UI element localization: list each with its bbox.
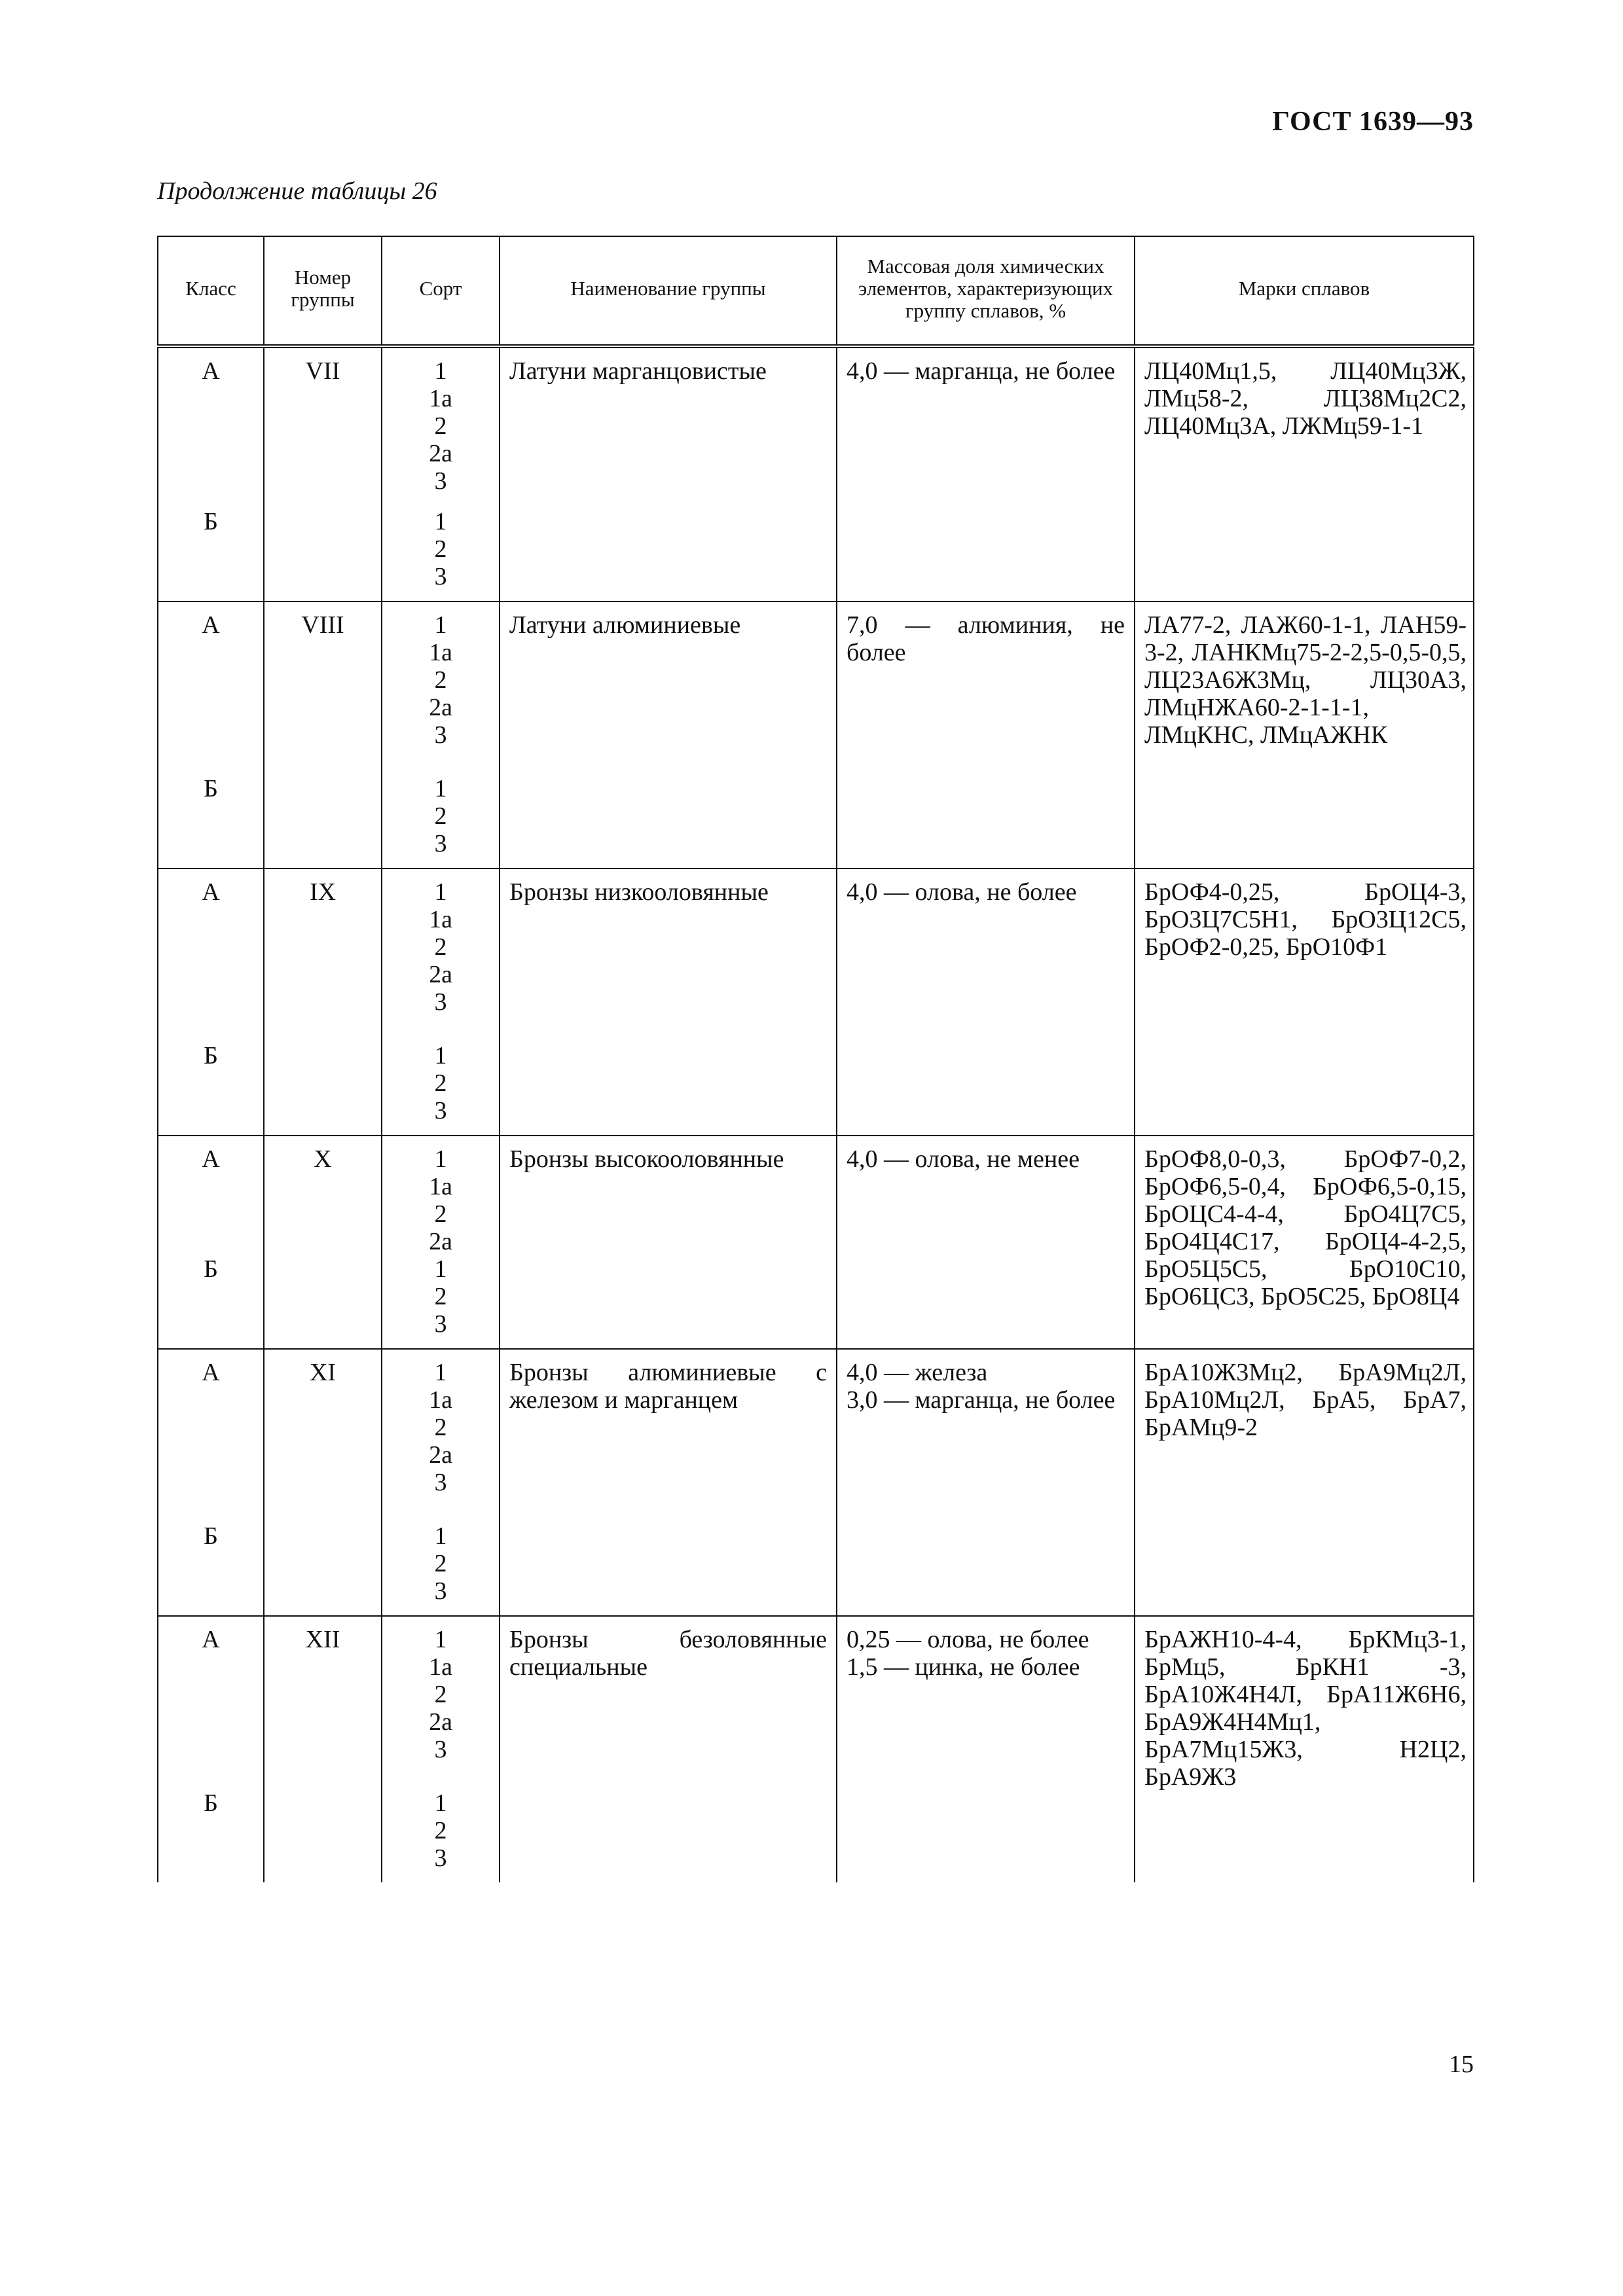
sort-value: 1 (434, 1626, 447, 1653)
table-row (158, 346, 1474, 601)
sort-value: 1а (429, 906, 452, 933)
class-b-label: Б (204, 775, 218, 802)
sort-cell (382, 1349, 500, 1616)
sort-value: 2 (434, 802, 447, 830)
table-row (158, 1616, 1474, 1882)
sort-cell (382, 1616, 500, 1882)
class-cell (158, 346, 264, 601)
table-row (158, 601, 1474, 869)
sort-value: 2а (429, 440, 452, 467)
sort-value: 1 (434, 1255, 447, 1283)
sort-value: 1 (434, 775, 447, 802)
class-cell (158, 601, 264, 869)
mass-fraction-cell: 4,0 — железа 3,0 — марганца, не более (837, 1349, 1135, 1616)
group-name-cell: Латуни марганцовистые (500, 346, 837, 601)
column-header-group-number: Номер группы (264, 236, 382, 346)
table-row (158, 869, 1474, 1136)
group-number-cell: VIII (264, 601, 382, 869)
class-a-label: А (202, 611, 220, 639)
group-number-cell: XII (264, 1616, 382, 1882)
class-a-label: А (202, 357, 220, 385)
sort-value: 2 (434, 535, 447, 563)
class-cell (158, 1136, 264, 1349)
sort-value: 1 (434, 1522, 447, 1550)
class-a-label: А (202, 1145, 220, 1173)
mass-fraction-cell: 4,0 — олова, не менее (837, 1136, 1135, 1349)
sort-value: 2а (429, 1441, 452, 1469)
sort-value: 3 (434, 1844, 447, 1872)
group-name-cell: Бронзы алюминиевые с железом и марганцем (500, 1349, 837, 1616)
class-b-label: Б (204, 1255, 218, 1283)
mass-fraction-cell: 7,0 — алюминия, не более (837, 601, 1135, 869)
sort-value: 3 (434, 1097, 447, 1124)
alloy-grades-cell: БрОФ4-0,25, БрОЦ4-3, БрО3Ц7С5Н1, БрО3Ц12С5, БрОФ2-0,25, БрО10Ф1 (1135, 869, 1474, 1136)
sort-value: 2 (434, 412, 447, 440)
column-header-sort: Сорт (382, 236, 500, 346)
column-header-class: Класс (158, 236, 264, 346)
alloy-grades-cell: ЛЦ40Мц1,5, ЛЦ40Мц3Ж, ЛМц58-2, ЛЦ38Мц2С2, ЛЦ40Мц3А, ЛЖМц59-1-1 (1135, 346, 1474, 601)
table-row (158, 1349, 1474, 1616)
sort-value: 3 (434, 467, 447, 495)
sort-value: 3 (434, 1310, 447, 1338)
sort-value: 1 (434, 1042, 447, 1069)
sort-value: 3 (434, 988, 447, 1016)
sort-value: 3 (434, 830, 447, 857)
sort-value: 1а (429, 385, 452, 412)
group-name-cell: Бронзы высокооловянные (500, 1136, 837, 1349)
class-a-label: А (202, 1626, 220, 1653)
class-b-label: Б (204, 1789, 218, 1817)
class-cell (158, 1349, 264, 1616)
column-header-alloy-grades: Марки сплавов (1135, 236, 1474, 346)
group-name-cell: Бронзы безоловянные специальные (500, 1616, 837, 1882)
sort-value: 3 (434, 563, 447, 590)
sort-value: 2 (434, 1414, 447, 1441)
sort-value: 1 (434, 611, 447, 639)
sort-value: 2а (429, 961, 452, 988)
sort-value: 1 (434, 508, 447, 535)
class-b-label: Б (204, 1522, 218, 1550)
class-a-label: А (202, 1359, 220, 1386)
alloy-grades-cell: БрАЖН10-4-4, БрКМц3-1, БрМц5, БрКН1 -3, БрА10Ж4Н4Л, БрА11Ж6Н6, БрА9Ж4Н4Мц1, БрА7Мц15Ж3, Н2Ц2, БрА9Ж3 (1135, 1616, 1474, 1882)
mass-fraction-cell: 4,0 — марганца, не более (837, 346, 1135, 601)
sort-value: 2 (434, 1550, 447, 1577)
page-number: 15 (1449, 2051, 1474, 2078)
sort-value: 3 (434, 721, 447, 749)
group-number-cell: VII (264, 346, 382, 601)
column-header-mass-fraction: Массовая доля химических элементов, характеризующих группу сплавов, % (837, 236, 1135, 346)
sort-value: 2 (434, 1681, 447, 1708)
class-a-label: А (202, 878, 220, 906)
group-name-cell: Бронзы низкооловянные (500, 869, 837, 1136)
alloy-groups-table (157, 236, 1474, 1882)
sort-cell (382, 1136, 500, 1349)
alloy-grades-cell: БрА10Ж3Мц2, БрА9Мц2Л, БрА10Мц2Л, БрА5, БрА7, БрАМц9-2 (1135, 1349, 1474, 1616)
sort-value: 1а (429, 1653, 452, 1681)
sort-value: 2 (434, 933, 447, 961)
table-caption: Продолжение таблицы 26 (157, 177, 437, 205)
sort-value: 2 (434, 1069, 447, 1097)
standard-code: ГОСТ 1639—93 (1272, 107, 1474, 137)
sort-value: 1 (434, 878, 447, 906)
mass-fraction-cell: 0,25 — олова, не более 1,5 — цинка, не более (837, 1616, 1135, 1882)
sort-cell (382, 346, 500, 601)
table-row (158, 1136, 1474, 1349)
mass-fraction-cell: 4,0 — олова, не более (837, 869, 1135, 1136)
sort-value: 1 (434, 357, 447, 385)
sort-value: 1 (434, 1145, 447, 1173)
sort-value: 2 (434, 1817, 447, 1844)
sort-value: 2а (429, 1228, 452, 1255)
sort-value: 1а (429, 639, 452, 666)
sort-value: 1 (434, 1359, 447, 1386)
class-cell (158, 1616, 264, 1882)
table-header-row (158, 236, 1474, 346)
sort-cell (382, 869, 500, 1136)
sort-value: 1а (429, 1386, 452, 1414)
class-cell (158, 869, 264, 1136)
sort-value: 3 (434, 1736, 447, 1763)
group-name-cell: Латуни алюминиевые (500, 601, 837, 869)
sort-value: 2а (429, 1708, 452, 1736)
sort-value: 3 (434, 1469, 447, 1496)
sort-cell (382, 601, 500, 869)
sort-value: 1а (429, 1173, 452, 1200)
sort-value: 3 (434, 1577, 447, 1605)
group-number-cell: X (264, 1136, 382, 1349)
column-header-group-name: Наименование группы (500, 236, 837, 346)
sort-value: 2 (434, 1283, 447, 1310)
sort-value: 2 (434, 666, 447, 694)
alloy-grades-cell: БрОФ8,0-0,3, БрОФ7-0,2, БрОФ6,5-0,4, БрОФ6,5-0,15, БрОЦС4-4-4, БрО4Ц7С5, БрО4Ц4С17, БрОЦ4-4-2,5, БрО5Ц5С5, БрО10С10, БрО6ЦС3, БрО5С25, БрО8Ц4 (1135, 1136, 1474, 1349)
sort-value: 1 (434, 1789, 447, 1817)
group-number-cell: XI (264, 1349, 382, 1616)
sort-value: 2 (434, 1200, 447, 1228)
class-b-label: Б (204, 1042, 218, 1069)
alloy-grades-cell: ЛА77-2, ЛАЖ60-1-1, ЛАН59-3-2, ЛАНКМц75-2-2,5-0,5-0,5, ЛЦ23А6Ж3Мц, ЛЦ30А3, ЛМцНЖА60-2-1-1-1, ЛМцКНС, ЛМцАЖНК (1135, 601, 1474, 869)
class-b-label: Б (204, 508, 218, 535)
group-number-cell: IX (264, 869, 382, 1136)
sort-value: 2а (429, 694, 452, 721)
